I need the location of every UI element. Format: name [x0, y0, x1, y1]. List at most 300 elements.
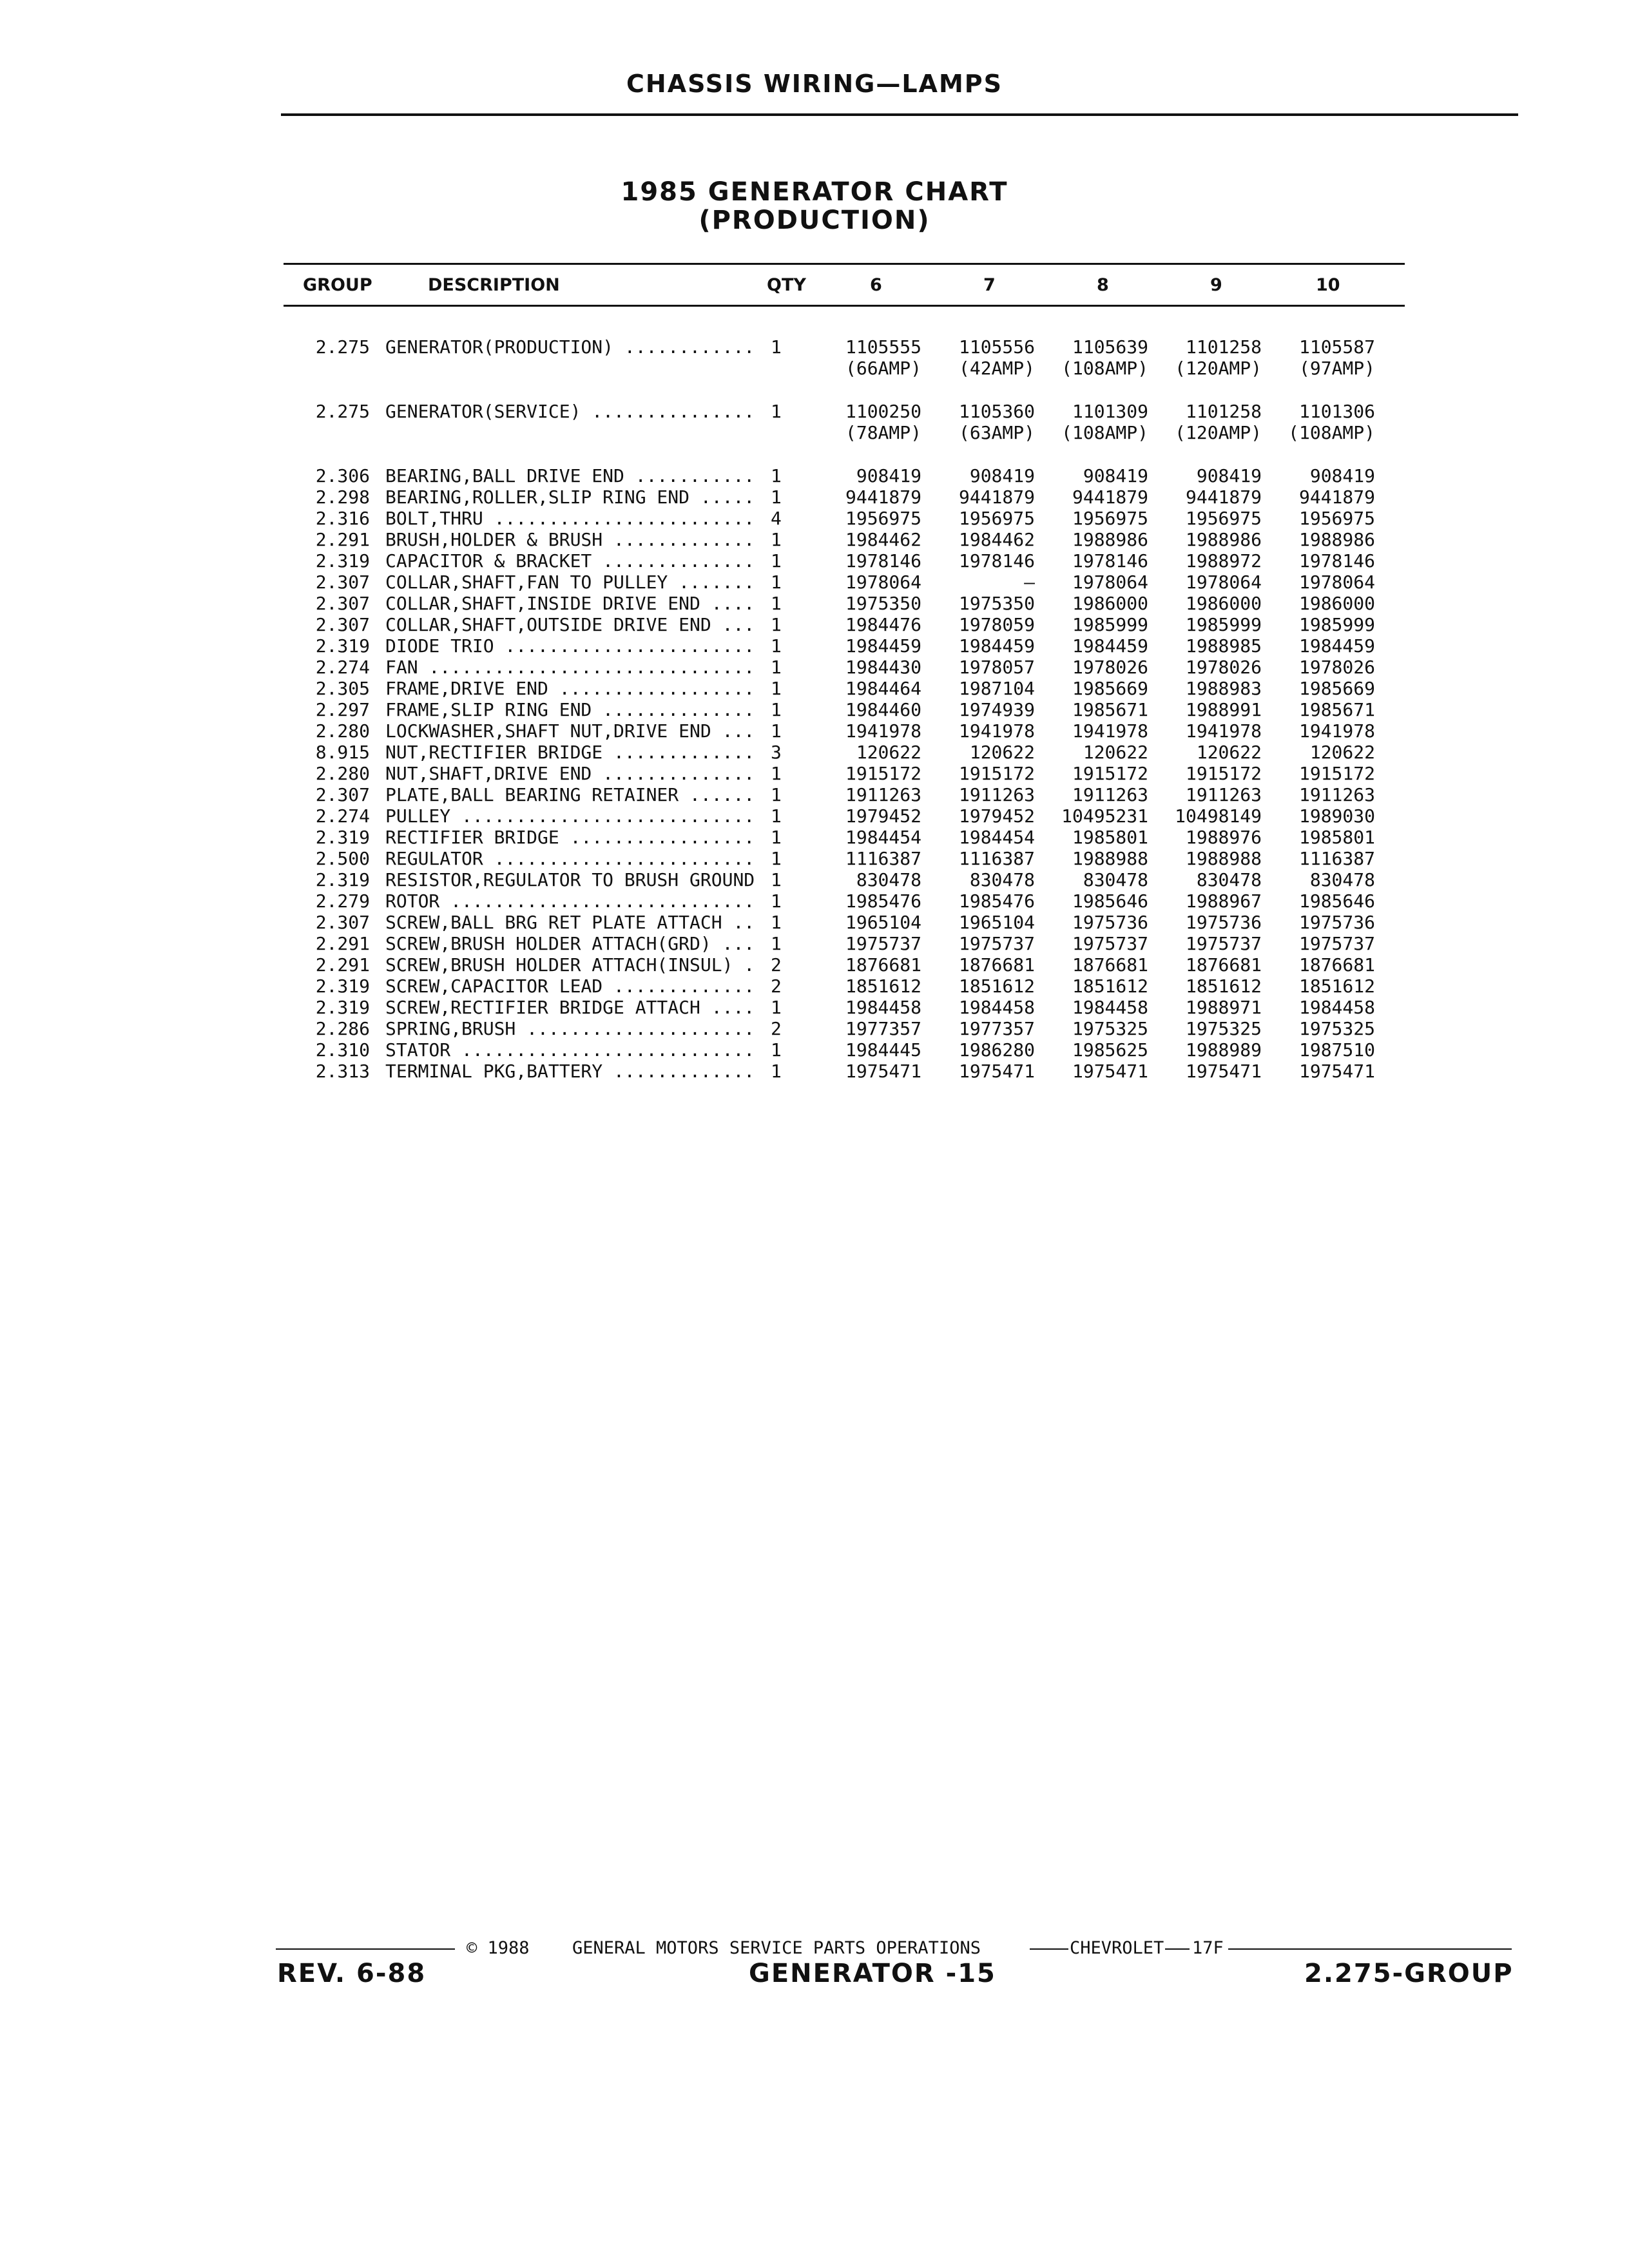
table-row [0, 422, 1629, 443]
cell-group: 2.279 [315, 890, 370, 912]
table-row [0, 997, 1629, 1018]
cell-part-number: 1989030 [1298, 805, 1375, 827]
table-row [0, 912, 1629, 933]
cell-part-number: 1985801 [1072, 827, 1148, 848]
column-header-9: 9 [1210, 275, 1222, 295]
cell-part-number: 1984430 [845, 657, 921, 678]
cell-description: BOLT,THRU ........................ [385, 508, 755, 529]
cell-part-number: 1984458 [1072, 997, 1148, 1018]
cell-part-number: 120622 [1196, 742, 1262, 763]
cell-group: 2.310 [315, 1039, 370, 1061]
cell-qty: 3 [771, 742, 782, 763]
cell-part-number: 1101306 [1298, 401, 1375, 422]
table-row [0, 720, 1629, 742]
cell-part-number: 1986000 [1298, 593, 1375, 614]
cell-group: 2.274 [315, 657, 370, 678]
cell-part-number: 1105556 [958, 336, 1035, 358]
cell-part-number: 1984462 [845, 529, 921, 550]
cell-part-number: 1988971 [1185, 997, 1262, 1018]
column-header-description: DESCRIPTION [428, 275, 560, 295]
cell-description: COLLAR,SHAFT,INSIDE DRIVE END .... [385, 593, 755, 614]
chart-title [0, 178, 1629, 235]
cell-part-number: 1985476 [958, 890, 1035, 912]
cell-part-number: 1988986 [1072, 529, 1148, 550]
cell-part-number: 1975737 [1298, 933, 1375, 954]
cell-part-number: 1986280 [958, 1039, 1035, 1061]
cell-description: FAN .............................. [385, 657, 755, 678]
cell-part-number: 1851612 [845, 975, 921, 997]
table-row [0, 890, 1629, 912]
table-top-rule [284, 263, 1405, 265]
cell-group: 2.313 [315, 1061, 370, 1082]
cell-qty: 1 [771, 699, 782, 720]
cell-part-number: 1988985 [1185, 635, 1262, 657]
cell-qty: 1 [771, 1061, 782, 1082]
cell-part-number: 1978026 [1185, 657, 1262, 678]
cell-description: SCREW,RECTIFIER BRIDGE ATTACH .... [385, 997, 755, 1018]
cell-group: 2.316 [315, 508, 370, 529]
cell-part-number: 1911263 [1072, 784, 1148, 805]
cell-part-number: 1984458 [958, 997, 1035, 1018]
cell-qty: 1 [771, 550, 782, 572]
cell-description: GENERATOR(SERVICE) ............... [385, 401, 755, 422]
cell-group: 2.291 [315, 529, 370, 550]
footer-rule-right [1228, 1948, 1512, 1950]
cell-part-number: 1988972 [1185, 550, 1262, 572]
cell-description: SCREW,BRUSH HOLDER ATTACH(GRD) ... [385, 933, 755, 954]
cell-part-number: — [1024, 572, 1035, 593]
cell-qty: 1 [771, 805, 782, 827]
cell-part-number: 1988976 [1185, 827, 1262, 848]
cell-description: PLATE,BALL BEARING RETAINER ...... [385, 784, 755, 805]
cell-part-number: 1975471 [1072, 1061, 1148, 1082]
cell-part-number: 9441879 [958, 486, 1035, 508]
cell-description: PULLEY ........................... [385, 805, 755, 827]
cell-part-number: 1977357 [845, 1018, 921, 1039]
cell-group: 8.915 [315, 742, 370, 763]
table-row [0, 1018, 1629, 1039]
cell-part-number: 830478 [969, 869, 1035, 890]
cell-part-number: 1985476 [845, 890, 921, 912]
cell-part-number: 1941978 [1298, 720, 1375, 742]
cell-part-number: 1985625 [1072, 1039, 1148, 1061]
cell-group: 2.291 [315, 954, 370, 975]
table-row [0, 763, 1629, 784]
table-row [0, 336, 1629, 358]
table-row [0, 486, 1629, 508]
cell-part-number: (97AMP) [1298, 358, 1375, 379]
cell-part-number: 1911263 [845, 784, 921, 805]
cell-part-number: 1974939 [958, 699, 1035, 720]
cell-description: SCREW,CAPACITOR LEAD ............. [385, 975, 755, 997]
cell-group: 2.306 [315, 465, 370, 486]
cell-qty: 4 [771, 508, 782, 529]
cell-part-number: 1978026 [1298, 657, 1375, 678]
cell-description: TERMINAL PKG,BATTERY ............. [385, 1061, 755, 1082]
cell-part-number: 1101258 [1185, 336, 1262, 358]
cell-part-number: 1985801 [1298, 827, 1375, 848]
cell-part-number: 908419 [1083, 465, 1148, 486]
column-header-qty: QTY [767, 275, 806, 295]
cell-part-number: 1915172 [845, 763, 921, 784]
cell-part-number: 1979452 [845, 805, 921, 827]
cell-part-number: 1978064 [1298, 572, 1375, 593]
cell-part-number: 1988983 [1185, 678, 1262, 699]
table-row [0, 550, 1629, 572]
cell-part-number: (66AMP) [845, 358, 921, 379]
column-header-7: 7 [983, 275, 996, 295]
column-header-group: GROUP [303, 275, 372, 295]
cell-part-number: 1985671 [1072, 699, 1148, 720]
cell-part-number: 1988986 [1298, 529, 1375, 550]
cell-description: REGULATOR ........................ [385, 848, 755, 869]
table-row [0, 635, 1629, 657]
cell-group: 2.280 [315, 763, 370, 784]
cell-group: 2.298 [315, 486, 370, 508]
cell-part-number: 1985646 [1298, 890, 1375, 912]
cell-part-number: 1978064 [1185, 572, 1262, 593]
cell-part-number: 1984459 [958, 635, 1035, 657]
cell-qty: 1 [771, 720, 782, 742]
cell-qty: 2 [771, 954, 782, 975]
cell-part-number: 1984459 [1072, 635, 1148, 657]
cell-part-number: 1105360 [958, 401, 1035, 422]
cell-part-number: 1978026 [1072, 657, 1148, 678]
cell-part-number: 120622 [969, 742, 1035, 763]
cell-part-number: 1915172 [1072, 763, 1148, 784]
cell-part-number: 1956975 [845, 508, 921, 529]
cell-part-number: 1956975 [1072, 508, 1148, 529]
cell-part-number: 1975737 [958, 933, 1035, 954]
chart-title-line1: 1985 GENERATOR CHART [621, 177, 1008, 207]
cell-part-number: 1978146 [845, 550, 921, 572]
cell-group: 2.307 [315, 593, 370, 614]
table-row [0, 975, 1629, 997]
cell-description: SCREW,BALL BRG RET PLATE ATTACH .. [385, 912, 755, 933]
cell-part-number: 1988989 [1185, 1039, 1262, 1061]
cell-part-number: 1876681 [958, 954, 1035, 975]
cell-part-number: 1987104 [958, 678, 1035, 699]
cell-part-number: 830478 [856, 869, 921, 890]
cell-part-number: (108AMP) [1061, 358, 1148, 379]
cell-part-number: 1985999 [1298, 614, 1375, 635]
cell-part-number: 1975350 [845, 593, 921, 614]
cell-group: 2.286 [315, 1018, 370, 1039]
cell-group: 2.297 [315, 699, 370, 720]
table-row [0, 1039, 1629, 1061]
cell-description: RESISTOR,REGULATOR TO BRUSH GROUND [385, 869, 755, 890]
cell-part-number: (63AMP) [958, 422, 1035, 443]
cell-part-number: 1988967 [1185, 890, 1262, 912]
cell-part-number: 1975737 [1072, 933, 1148, 954]
footer-revision: REV. 6-88 [277, 1959, 427, 1988]
footer-rule-left [276, 1948, 455, 1950]
cell-group: 2.275 [315, 336, 370, 358]
chart-title-line2: (PRODUCTION) [699, 206, 930, 235]
cell-part-number: 1984476 [845, 614, 921, 635]
footer-section: GENERATOR -15 [749, 1959, 996, 1988]
table-row [0, 784, 1629, 805]
cell-part-number: 1978059 [958, 614, 1035, 635]
cell-group: 2.500 [315, 848, 370, 869]
cell-part-number: 1986000 [1185, 593, 1262, 614]
cell-part-number: 1978146 [1072, 550, 1148, 572]
cell-part-number: 1985671 [1298, 699, 1375, 720]
cell-part-number: 1911263 [958, 784, 1035, 805]
cell-description: RECTIFIER BRIDGE ................. [385, 827, 755, 848]
cell-qty: 2 [771, 1018, 782, 1039]
table-row [0, 699, 1629, 720]
cell-part-number: 1851612 [958, 975, 1035, 997]
cell-part-number: 1975736 [1072, 912, 1148, 933]
cell-qty: 1 [771, 933, 782, 954]
cell-qty: 1 [771, 572, 782, 593]
column-header-10: 10 [1316, 275, 1340, 295]
footer-copyright: © 1988 [467, 1938, 530, 1958]
cell-description: ROTOR ............................ [385, 890, 755, 912]
cell-part-number: 1876681 [1185, 954, 1262, 975]
cell-part-number: 1985999 [1072, 614, 1148, 635]
cell-part-number: 1941978 [958, 720, 1035, 742]
cell-part-number: 9441879 [1072, 486, 1148, 508]
cell-part-number: (42AMP) [958, 358, 1035, 379]
cell-part-number: 1975471 [1298, 1061, 1375, 1082]
cell-part-number: 1911263 [1185, 784, 1262, 805]
cell-qty: 1 [771, 1039, 782, 1061]
cell-description: COLLAR,SHAFT,FAN TO PULLEY ....... [385, 572, 755, 593]
cell-part-number: 1956975 [958, 508, 1035, 529]
cell-part-number: 1876681 [845, 954, 921, 975]
table-row [0, 869, 1629, 890]
cell-description: FRAME,SLIP RING END .............. [385, 699, 755, 720]
cell-description: GENERATOR(PRODUCTION) ............ [385, 336, 755, 358]
cell-description: SCREW,BRUSH HOLDER ATTACH(INSUL) . [385, 954, 755, 975]
cell-part-number: 1851612 [1185, 975, 1262, 997]
cell-part-number: 1975736 [1185, 912, 1262, 933]
footer-publisher: GENERAL MOTORS SERVICE PARTS OPERATIONS [572, 1938, 981, 1958]
cell-part-number: 1985669 [1298, 678, 1375, 699]
cell-part-number: 830478 [1196, 869, 1262, 890]
cell-part-number: 1987510 [1298, 1039, 1375, 1061]
cell-description: COLLAR,SHAFT,OUTSIDE DRIVE END ... [385, 614, 755, 635]
cell-qty: 1 [771, 336, 782, 358]
table-row [0, 465, 1629, 486]
table-row [0, 614, 1629, 635]
cell-part-number: (108AMP) [1288, 422, 1375, 443]
cell-description: STATOR ........................... [385, 1039, 755, 1061]
cell-part-number: 1965104 [845, 912, 921, 933]
cell-group: 2.319 [315, 997, 370, 1018]
cell-part-number: 10495231 [1061, 805, 1148, 827]
cell-part-number: 1101309 [1072, 401, 1148, 422]
footer-rule-mid1 [1030, 1948, 1068, 1950]
cell-part-number: 1975737 [845, 933, 921, 954]
column-header-8: 8 [1097, 275, 1109, 295]
table-row [0, 358, 1629, 379]
footer-catalog: CHEVROLET [1070, 1938, 1164, 1958]
cell-part-number: 1984460 [845, 699, 921, 720]
cell-group: 2.307 [315, 912, 370, 933]
cell-group: 2.319 [315, 635, 370, 657]
cell-part-number: 1105639 [1072, 336, 1148, 358]
cell-description: FRAME,DRIVE END .................. [385, 678, 755, 699]
cell-part-number: 1941978 [845, 720, 921, 742]
cell-group: 2.307 [315, 614, 370, 635]
cell-group: 2.319 [315, 827, 370, 848]
cell-part-number: (120AMP) [1175, 358, 1262, 379]
cell-part-number: 1984458 [1298, 997, 1375, 1018]
cell-part-number: (108AMP) [1061, 422, 1148, 443]
cell-part-number: 1984445 [845, 1039, 921, 1061]
cell-group: 2.280 [315, 720, 370, 742]
cell-part-number: 908419 [1196, 465, 1262, 486]
cell-qty: 1 [771, 635, 782, 657]
cell-part-number: 1915172 [1298, 763, 1375, 784]
cell-qty: 1 [771, 593, 782, 614]
footer-catalog-code: 17F [1192, 1938, 1224, 1958]
cell-group: 2.305 [315, 678, 370, 699]
cell-description: NUT,RECTIFIER BRIDGE ............. [385, 742, 755, 763]
cell-qty: 1 [771, 827, 782, 848]
cell-part-number: 1977357 [958, 1018, 1035, 1039]
cell-group: 2.307 [315, 784, 370, 805]
cell-part-number: 1975325 [1072, 1018, 1148, 1039]
cell-part-number: 9441879 [845, 486, 921, 508]
cell-part-number: 1100250 [845, 401, 921, 422]
cell-part-number: 1975325 [1298, 1018, 1375, 1039]
cell-group: 2.275 [315, 401, 370, 422]
table-row [0, 508, 1629, 529]
cell-part-number: 1975471 [958, 1061, 1035, 1082]
cell-group: 2.319 [315, 550, 370, 572]
cell-part-number: 1116387 [1298, 848, 1375, 869]
cell-part-number: 1956975 [1298, 508, 1375, 529]
cell-part-number: 1941978 [1072, 720, 1148, 742]
column-header-6: 6 [870, 275, 882, 295]
cell-part-number: 1965104 [958, 912, 1035, 933]
cell-part-number: 9441879 [1298, 486, 1375, 508]
cell-part-number: 1985646 [1072, 890, 1148, 912]
cell-part-number: 1915172 [958, 763, 1035, 784]
cell-part-number: 1988991 [1185, 699, 1262, 720]
cell-part-number: 1984454 [845, 827, 921, 848]
table-row [0, 742, 1629, 763]
table-row [0, 805, 1629, 827]
cell-description: SPRING,BRUSH ..................... [385, 1018, 755, 1039]
cell-part-number: 1105555 [845, 336, 921, 358]
cell-part-number: 908419 [969, 465, 1035, 486]
table-row [0, 529, 1629, 550]
cell-part-number: 1956975 [1185, 508, 1262, 529]
cell-part-number: 1101258 [1185, 401, 1262, 422]
cell-part-number: 1985669 [1072, 678, 1148, 699]
cell-part-number: 1911263 [1298, 784, 1375, 805]
cell-group: 2.291 [315, 933, 370, 954]
cell-part-number: 120622 [1309, 742, 1375, 763]
cell-part-number: (120AMP) [1175, 422, 1262, 443]
cell-part-number: 1851612 [1298, 975, 1375, 997]
cell-part-number: 1975471 [845, 1061, 921, 1082]
table-row [0, 593, 1629, 614]
cell-part-number: 120622 [1083, 742, 1148, 763]
table-row [0, 657, 1629, 678]
cell-part-number: 1984462 [958, 529, 1035, 550]
cell-description: CAPACITOR & BRACKET .............. [385, 550, 755, 572]
cell-part-number: 1978064 [1072, 572, 1148, 593]
cell-part-number: 908419 [1309, 465, 1375, 486]
cell-part-number: 1978146 [1298, 550, 1375, 572]
cell-part-number: 1975737 [1185, 933, 1262, 954]
cell-part-number: 1915172 [1185, 763, 1262, 784]
cell-part-number: 1851612 [1072, 975, 1148, 997]
cell-qty: 1 [771, 529, 782, 550]
cell-qty: 1 [771, 848, 782, 869]
cell-description: BEARING,BALL DRIVE END ........... [385, 465, 755, 486]
cell-part-number: 1986000 [1072, 593, 1148, 614]
cell-description: LOCKWASHER,SHAFT NUT,DRIVE END ... [385, 720, 755, 742]
cell-part-number: 1975471 [1185, 1061, 1262, 1082]
page-header-title: CHASSIS WIRING—LAMPS [626, 70, 1003, 98]
cell-part-number: 1984458 [845, 997, 921, 1018]
cell-qty: 1 [771, 890, 782, 912]
cell-part-number: 1984464 [845, 678, 921, 699]
cell-description: BRUSH,HOLDER & BRUSH ............. [385, 529, 755, 550]
footer-rule-mid2 [1165, 1948, 1190, 1950]
cell-part-number: 1941978 [1185, 720, 1262, 742]
cell-part-number: 830478 [1083, 869, 1148, 890]
cell-qty: 1 [771, 678, 782, 699]
cell-group: 2.319 [315, 975, 370, 997]
cell-part-number: (78AMP) [845, 422, 921, 443]
cell-qty: 1 [771, 912, 782, 933]
cell-description: DIODE TRIO ....................... [385, 635, 755, 657]
cell-part-number: 1988988 [1072, 848, 1148, 869]
cell-qty: 1 [771, 486, 782, 508]
cell-qty: 1 [771, 401, 782, 422]
table-row [0, 678, 1629, 699]
cell-part-number: 1876681 [1072, 954, 1148, 975]
cell-group: 2.274 [315, 805, 370, 827]
table-row [0, 848, 1629, 869]
cell-qty: 1 [771, 763, 782, 784]
cell-group: 2.319 [315, 869, 370, 890]
cell-part-number: 1984459 [845, 635, 921, 657]
cell-part-number: 1975325 [1185, 1018, 1262, 1039]
cell-part-number: 1988986 [1185, 529, 1262, 550]
cell-qty: 1 [771, 869, 782, 890]
cell-part-number: 1988988 [1185, 848, 1262, 869]
cell-qty: 1 [771, 784, 782, 805]
cell-part-number: 1876681 [1298, 954, 1375, 975]
cell-qty: 1 [771, 614, 782, 635]
cell-part-number: 1984459 [1298, 635, 1375, 657]
cell-part-number: 908419 [856, 465, 921, 486]
cell-part-number: 830478 [1309, 869, 1375, 890]
table-row [0, 933, 1629, 954]
cell-part-number: 1978064 [845, 572, 921, 593]
cell-part-number: 1975736 [1298, 912, 1375, 933]
cell-part-number: 9441879 [1185, 486, 1262, 508]
cell-part-number: 1975350 [958, 593, 1035, 614]
cell-part-number: 1116387 [958, 848, 1035, 869]
footer-group: 2.275-GROUP [1304, 1959, 1514, 1988]
table-row [0, 401, 1629, 422]
table-row [0, 954, 1629, 975]
cell-group: 2.307 [315, 572, 370, 593]
table-row [0, 572, 1629, 593]
cell-qty: 2 [771, 975, 782, 997]
cell-part-number: 1105587 [1298, 336, 1375, 358]
